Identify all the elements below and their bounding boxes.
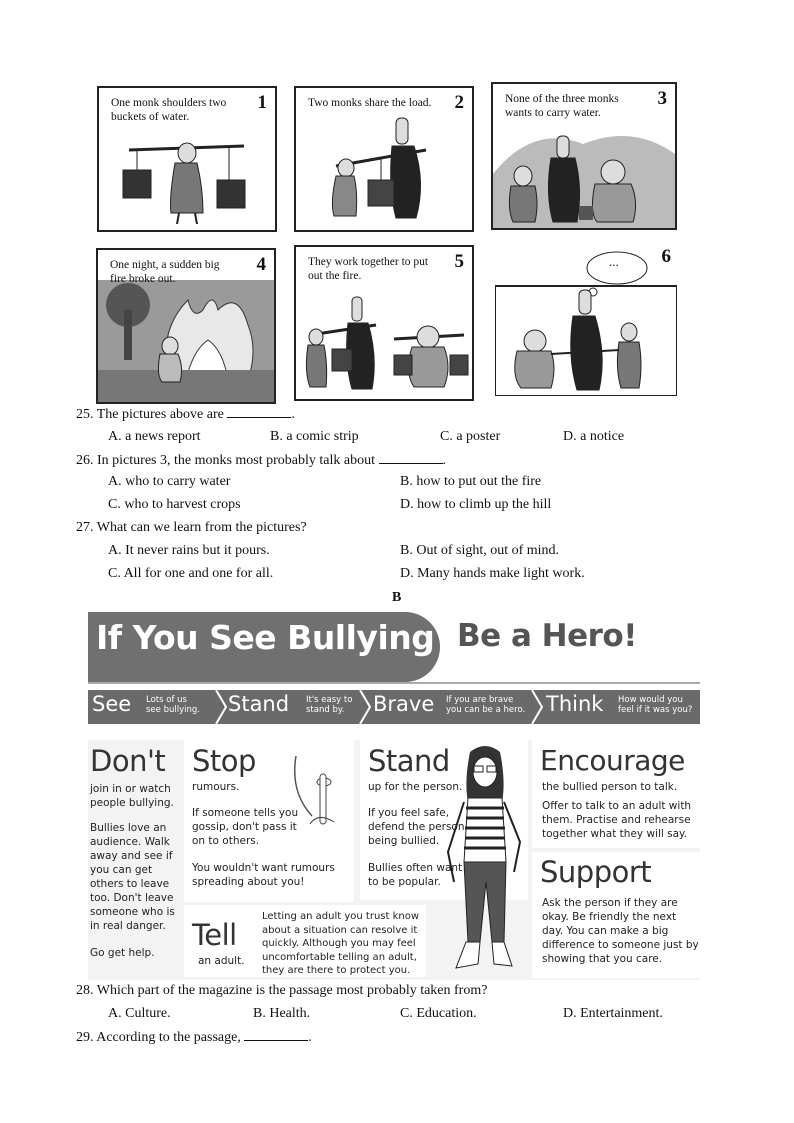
girl-hero-illustration bbox=[440, 742, 530, 978]
comic-panel-6 bbox=[495, 246, 677, 396]
question-27-option-c[interactable]: C. All for one and one for all. bbox=[108, 566, 274, 581]
question-29-stem: 29. According to the passage, . bbox=[76, 1030, 312, 1045]
panel-number: 3 bbox=[657, 88, 667, 109]
panel-number: 6 bbox=[661, 246, 671, 267]
question-26-option-a[interactable]: A. who to carry water bbox=[108, 474, 231, 489]
question-25-option-a[interactable]: A. a news report bbox=[108, 429, 201, 444]
tell-heading: Tell bbox=[192, 918, 237, 952]
panel-caption: One monk shoulders two buckets of water. bbox=[111, 97, 227, 123]
comic-panel-1 bbox=[97, 86, 277, 232]
strip-stand-note: It's easy to stand by. bbox=[306, 695, 353, 715]
panel-number: 5 bbox=[454, 251, 464, 272]
two-monks-illustration bbox=[296, 88, 472, 230]
panel-number: 2 bbox=[454, 92, 464, 113]
question-27-option-a[interactable]: A. It never rains but it pours. bbox=[108, 543, 270, 558]
panel-caption: They work together to put out the fire. bbox=[308, 256, 429, 282]
comic-panel-3 bbox=[491, 82, 677, 230]
encourage-heading: Encourage bbox=[540, 744, 685, 777]
question-28-option-a[interactable]: A. Culture. bbox=[108, 1006, 171, 1021]
strip-think-word: Think bbox=[546, 692, 604, 716]
monk-carrying-buckets-illustration bbox=[99, 88, 275, 230]
tell-sub: an adult. bbox=[198, 955, 245, 967]
comic-panel-2 bbox=[294, 86, 474, 232]
stop-text-1: rumours. bbox=[192, 781, 240, 793]
stand-text-2: If you feel safe, defend the person being bullied. bbox=[368, 807, 465, 847]
monks-working-together-illustration bbox=[296, 247, 472, 399]
answer-blank[interactable] bbox=[244, 1028, 308, 1041]
question-25-option-c[interactable]: C. a poster bbox=[440, 429, 501, 444]
poster-title: If You See Bullying bbox=[96, 618, 435, 657]
question-28-option-b[interactable]: B. Health. bbox=[253, 1006, 311, 1021]
thought-bubble-text: ... bbox=[609, 254, 619, 269]
dont-text-2: Bullies love an audience. Walk away and see if you can get others to leave too. Don't leave someone who is in real danger. bbox=[90, 822, 175, 932]
question-28-option-d[interactable]: D. Entertainment. bbox=[563, 1006, 663, 1021]
comic-panel-5 bbox=[294, 245, 474, 401]
question-26-option-b[interactable]: B. how to put out the fire bbox=[400, 474, 542, 489]
strip-brave-word: Brave bbox=[373, 692, 435, 716]
question-25-stem: 25. The pictures above are . bbox=[76, 407, 295, 422]
question-26-option-c[interactable]: C. who to harvest crops bbox=[108, 497, 241, 512]
support-heading: Support bbox=[540, 855, 652, 889]
three-monks-illustration bbox=[493, 84, 675, 228]
question-25-option-d[interactable]: D. a notice bbox=[563, 429, 625, 444]
monks-reconciling-illustration bbox=[495, 246, 677, 396]
section-b-label: B bbox=[392, 590, 402, 605]
strip-stand-word: Stand bbox=[228, 692, 290, 716]
strip-see-word: See bbox=[92, 692, 132, 716]
question-27-option-b[interactable]: B. Out of sight, out of mind. bbox=[400, 543, 560, 558]
support-text: Ask the person if they are okay. Be friendly the next day. You can make a big difference to someone just by showing that you care. bbox=[542, 897, 699, 965]
question-25-option-b[interactable]: B. a comic strip bbox=[270, 429, 359, 444]
panel-number: 1 bbox=[257, 92, 267, 113]
comic-panel-4 bbox=[96, 248, 276, 404]
answer-blank[interactable] bbox=[227, 405, 291, 418]
stop-text-3: You wouldn't want rumours spreading about you! bbox=[192, 862, 335, 888]
strip-see-note: Lots of us see bullying. bbox=[146, 695, 200, 715]
stand-text-3: Bullies often want to be popular. bbox=[368, 862, 463, 888]
dont-heading: Don't bbox=[90, 744, 166, 778]
panel-caption: None of the three monks wants to carry water. bbox=[505, 93, 619, 119]
strip-brave-note: If you are brave you can be a hero. bbox=[446, 695, 526, 715]
question-28-stem: 28. Which part of the magazine is the passage most probably taken from? bbox=[76, 983, 488, 998]
stand-text-1: up for the person. bbox=[368, 781, 463, 793]
panel-number: 4 bbox=[256, 254, 266, 275]
stand-heading: Stand bbox=[368, 744, 450, 778]
question-27-stem: 27. What can we learn from the pictures? bbox=[76, 520, 307, 535]
question-27-option-d[interactable]: D. Many hands make light work. bbox=[400, 566, 585, 581]
question-28-option-c[interactable]: C. Education. bbox=[400, 1006, 477, 1021]
strip-think-note: How would you feel if it was you? bbox=[618, 695, 693, 715]
question-26-stem: 26. In pictures 3, the monks most probably talk about . bbox=[76, 453, 447, 468]
panel-caption: Two monks share the load. bbox=[308, 97, 432, 109]
panel-caption: One night, a sudden big fire broke out. bbox=[110, 259, 220, 285]
tell-text: Letting an adult you trust know about a situation can resolve it quickly. Although you may feel uncomfortable telling an adult, they are there to protect you. bbox=[262, 911, 420, 977]
poster-hero-heading: Be a Hero! bbox=[457, 618, 637, 654]
stop-text-2: If someone tells you gossip, don't pass it on to others. bbox=[192, 807, 299, 847]
encourage-text-2: Offer to talk to an adult with them. Practise and rehearse together what they will say. bbox=[542, 800, 692, 840]
answer-blank[interactable] bbox=[379, 451, 443, 464]
encourage-text-1: the bullied person to talk. bbox=[542, 781, 678, 793]
dont-text-1: join in or watch people bullying. bbox=[90, 783, 174, 809]
dont-text-3: Go get help. bbox=[90, 947, 155, 959]
stop-heading: Stop bbox=[192, 744, 256, 778]
question-26-option-d[interactable]: D. how to climb up the hill bbox=[400, 497, 552, 512]
